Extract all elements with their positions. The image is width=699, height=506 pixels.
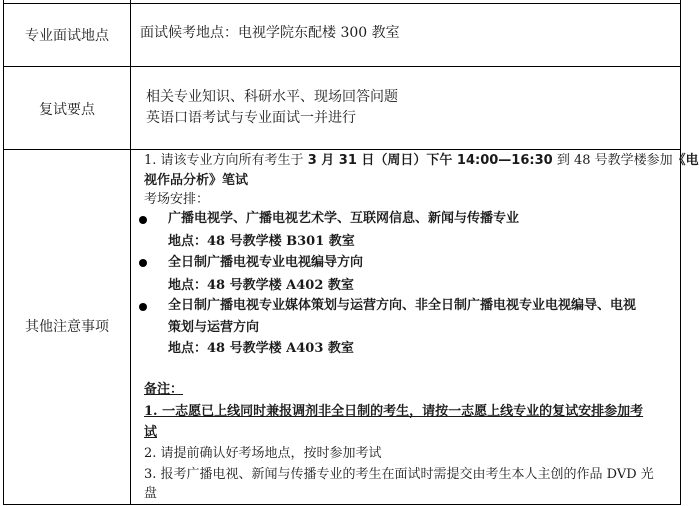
arrangement-majors-cont: 策划与运营方向	[168, 320, 260, 335]
arrangement-title: 考场安排：	[144, 192, 210, 207]
row-divider	[4, 66, 680, 67]
remark-1-cont: 试	[144, 425, 158, 440]
arrangement-location: 地点：48 号教学楼 A403 教室	[168, 341, 354, 356]
interview-location-value: 面试候考地点：电视学院东配楼 300 教室	[140, 25, 400, 41]
arrangement-location: 地点：48 号教学楼 B301 教室	[168, 234, 355, 249]
notes-intro-line	[144, 151, 699, 170]
remark-1: 1. 一志愿已上线同时兼报调剂非全日制的考生，请按一志愿上线专业的复试安排参加考	[144, 404, 644, 419]
bullet-icon	[139, 303, 147, 311]
key-points-label: 复试要点	[39, 102, 95, 118]
notes-intro-mid: 到 48 号教学楼参加	[556, 153, 673, 168]
remark-3-cont: 盘	[144, 486, 158, 501]
key-point-line: 相关专业知识、科研水平、现场回答问题	[146, 89, 398, 105]
arrangement-majors: 全日制广播电视专业电视编导方向	[168, 255, 364, 270]
bullet-icon	[139, 216, 147, 224]
column-divider	[130, 0, 131, 504]
remark-2: 2. 请提前确认好考场地点，按时参加考试	[144, 446, 382, 461]
row-divider	[4, 149, 680, 150]
exam-time: 3 月 31 日（周日）下午 14:00—16:30	[307, 153, 553, 168]
arrangement-majors: 广播电视学、广播电视艺术学、互联网信息、新闻与传播专业	[168, 211, 520, 226]
key-point-line: 英语口语考试与专业面试一并进行	[146, 110, 356, 126]
remarks-title: 备注：	[144, 382, 184, 397]
arrangement-location: 地点：48 号教学楼 A402 教室	[168, 278, 354, 293]
info-table	[3, 0, 699, 505]
bullet-icon	[139, 259, 147, 267]
other-notes-label: 其他注意事项	[25, 319, 109, 335]
exam-name-part1: 《电	[672, 153, 699, 168]
interview-location-label: 专业面试地点	[25, 28, 109, 44]
row-divider	[4, 3, 680, 4]
arrangement-majors: 全日制广播电视专业媒体策划与运营方向、非全日制广播电视专业电视编导、电视	[168, 298, 637, 313]
remark-3: 3. 报考广播电视、新闻与传播专业的考生在面试时需提交由考生本人主创的作品 DVD 光	[144, 467, 654, 482]
notes-intro-prefix: 1. 请该专业方向所有考生于	[144, 153, 304, 168]
exam-name-part2: 视作品分析》笔试	[144, 173, 249, 188]
